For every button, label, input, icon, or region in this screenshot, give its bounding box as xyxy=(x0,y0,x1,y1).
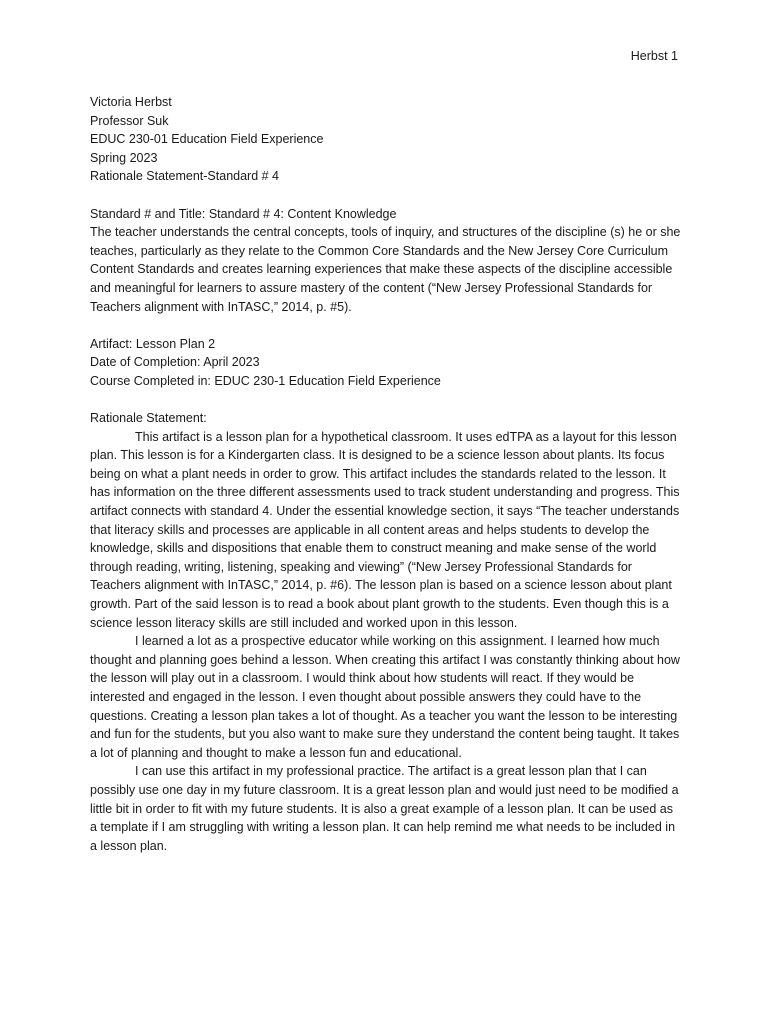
spacer xyxy=(90,391,682,410)
professor-name: Professor Suk xyxy=(90,113,169,128)
artifact-section xyxy=(90,335,682,391)
rationale-paragraph: I learned a lot as a prospective educator while working on this assignment. I learned how much thought and planning goes behind a lesson. When creating this artifact I was constantly thinking about how the lesson will play out in a classroom. I would think about how students will react. If they would be interested and engaged in the lesson. I even thought about possible answers they could have to the questions. Creating a lesson plan takes a lot of thought. As a teacher you want the lesson to be interesting and fun for the students, but you also want to make sure they understand the content being taught. It takes a lot of planning and thought to make a lesson fun and educational. xyxy=(90,634,680,760)
author-name: Victoria Herbst xyxy=(90,95,172,109)
course-completed-line: Course Completed in: EDUC 230-1 Education Field Experience xyxy=(90,373,441,388)
spacer xyxy=(90,316,682,335)
standard-section xyxy=(90,205,682,317)
spacer xyxy=(90,186,682,205)
term: Spring 2023 xyxy=(90,150,158,165)
rationale-paragraph: I can use this artifact in my professional practice. The artifact is a great lesson plan that I can possibly use one day in my future classroom. It is a great lesson plan and would just need to be modified a little bit in order to fit with my future students. It is also a great example of a lesson plan. It can be used as a template if I am struggling with writing a lesson plan. It can help remind me what needs to be included in a lesson plan. xyxy=(90,764,679,853)
standard-label: Standard # and Title: Standard # 4: Content Knowledge xyxy=(90,206,397,221)
rationale-heading: Rationale Statement: xyxy=(90,411,207,426)
rationale-section xyxy=(90,409,682,855)
course-name: EDUC 230-01 Education Field Experience xyxy=(90,132,324,147)
rationale-paragraph: This artifact is a lesson plan for a hypothetical classroom. It uses edTPA as a layout for this lesson plan. This lesson is for a Kindergarten class. It is designed to be a science lesson about plants. Its focus being on what a plant needs in order to grow. This artifact includes the standards related to the lesson. It has information on the three different assessments used to track student understanding and progress. This artifact connects with standard 4. Under the essential knowledge section, it says “The teacher understands that literacy skills and processes are applicable in all content areas and helps students to develop the knowledge, skills and dispositions that enable them to construct meaning and make sense of the world through reading, writing, listening, speaking and viewing” (“New Jersey Professional Standards for Teachers alignment with InTASC,” 2014, p. #6). The lesson plan is based on a science lesson about plant growth. Part of the said lesson is to read a book about plant growth to the students. Even though this is a science lesson literacy skills are still included and worked upon in this lesson. xyxy=(90,429,680,630)
artifact-line: Artifact: Lesson Plan 2 xyxy=(90,336,216,351)
completion-date-line: Date of Completion: April 2023 xyxy=(90,355,260,370)
standard-description: The teacher understands the central concepts, tools of inquiry, and structures of the discipline (s) he or she teaches, particularly as they relate to the Common Core Standards and the New Jersey Core Curriculum Content Standards and creates learning experiences that make these aspects of the discipline accessible and meaningful for learners to assure mastery of the content (“New Jersey Professional Standards for Teachers alignment with InTASC,” 2014, p. #5). xyxy=(90,225,681,314)
heading-block xyxy=(90,93,682,186)
document-title: Rationale Statement-Standard # 4 xyxy=(90,169,280,184)
document-body xyxy=(90,93,682,855)
running-head: Herbst 1 xyxy=(630,49,678,63)
